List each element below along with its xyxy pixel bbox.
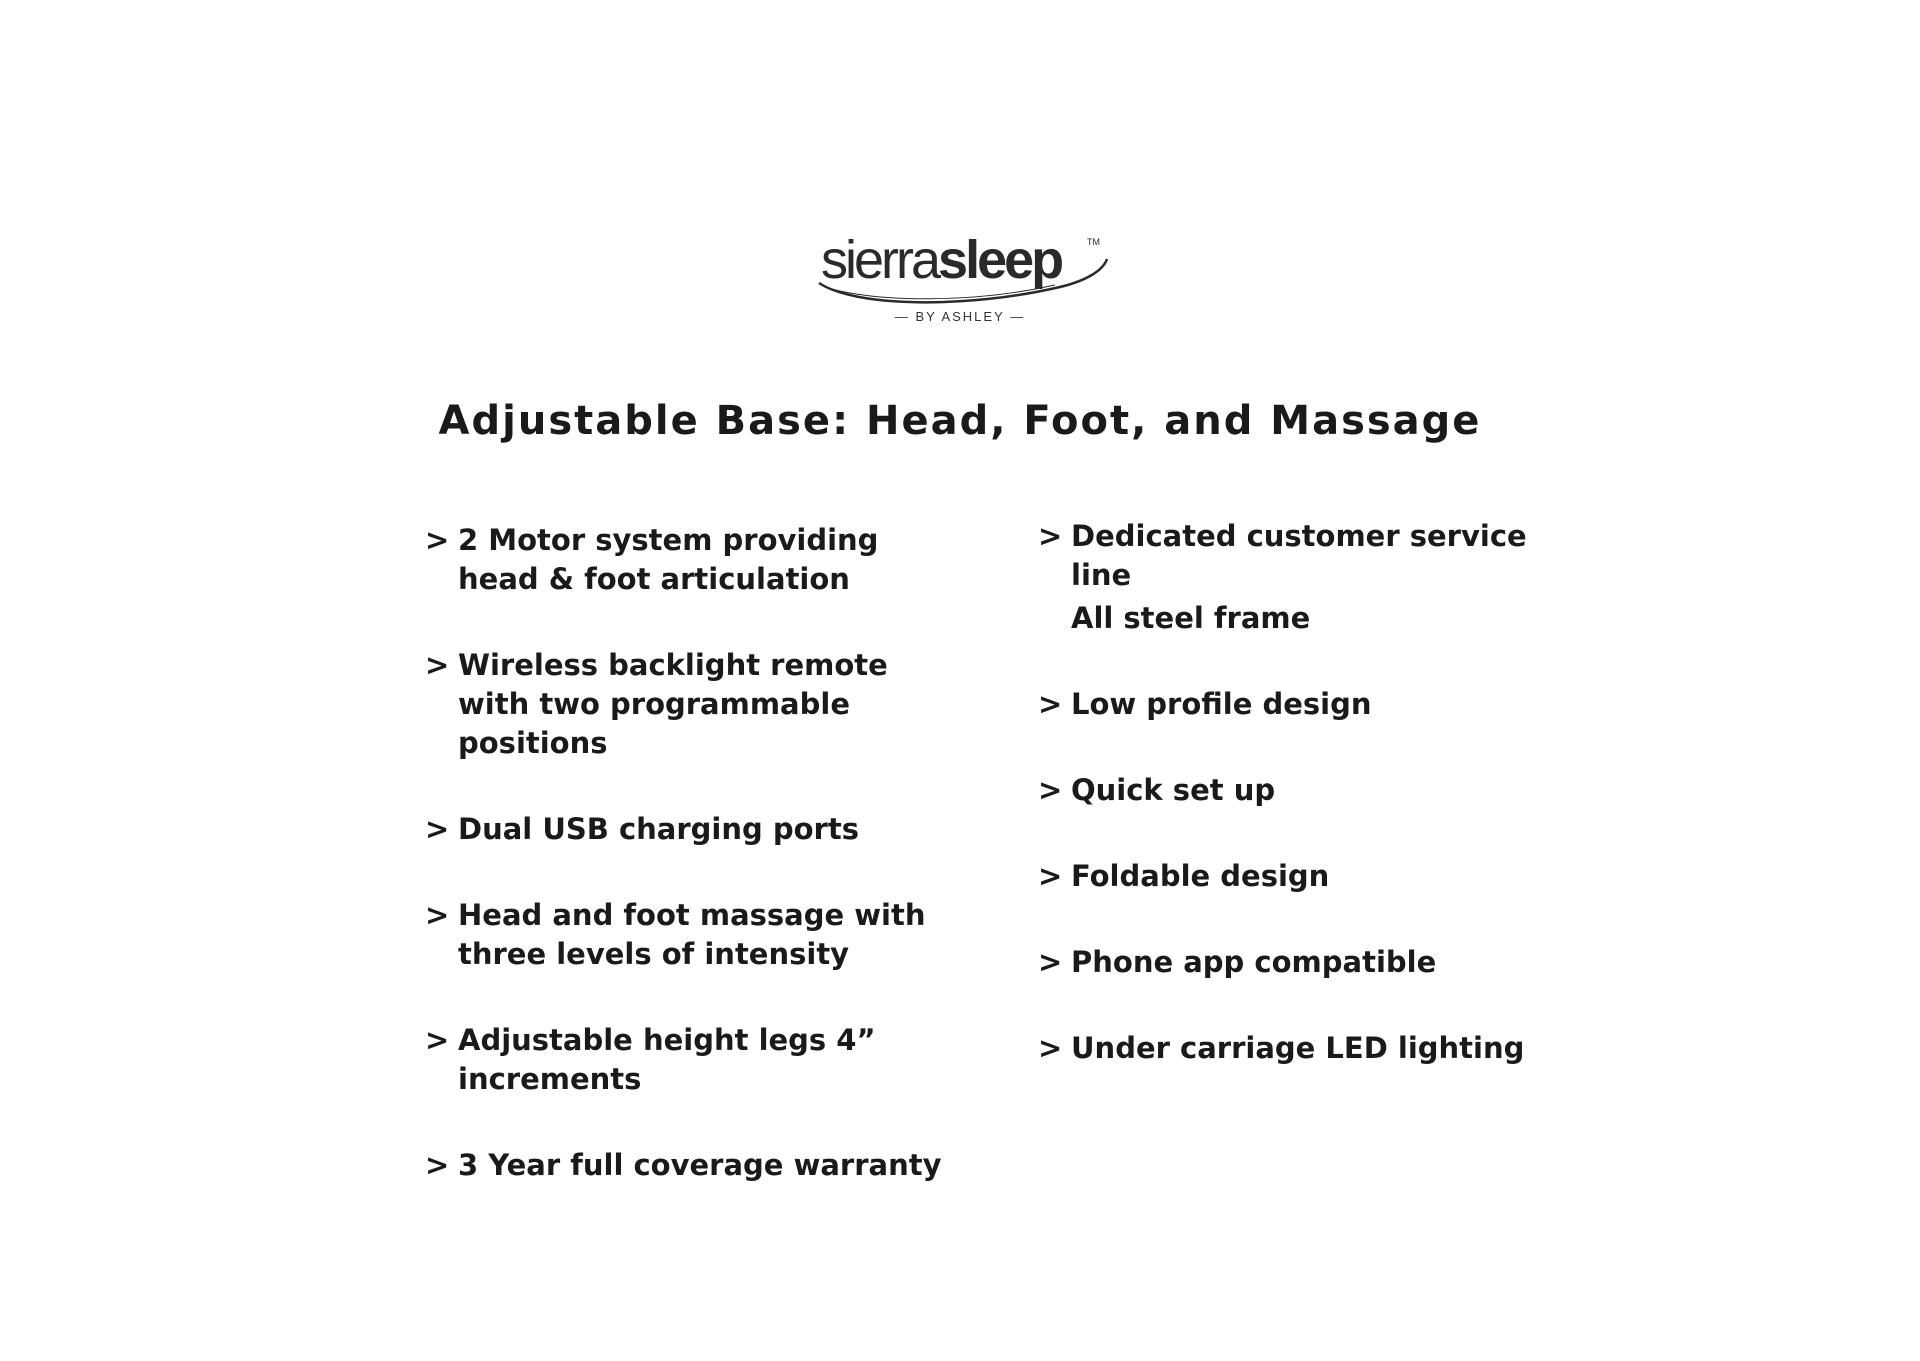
page-title: Adjustable Base: Head, Foot, and Massage [438,398,1482,444]
logo-word-light: sierra [821,230,939,290]
logo-trademark: TM [1087,237,1100,247]
feature-list-right [1038,517,1558,1068]
feature-text: Foldable design [1071,859,1330,893]
bullet-arrow: > [425,523,450,557]
list-item [1038,771,1558,810]
list-item [1038,857,1558,896]
list-item [1038,517,1558,595]
feature-text: Quick set up [1071,773,1276,807]
bullet-arrow: > [425,1148,450,1182]
bullet-arrow: > [425,648,450,682]
bullet-arrow: > [425,898,450,932]
brand-logo [815,225,1115,335]
list-item [425,646,945,763]
list-item [425,810,945,849]
list-item [1038,1029,1558,1068]
list-item [425,1146,945,1185]
feature-text: Low profile design [1071,687,1372,721]
feature-extra-line: All steel frame [1071,601,1311,635]
feature-text: Under carriage LED lighting [1071,1031,1525,1065]
logo-word-bold: sleep [938,230,1062,290]
feature-text: Adjustable height legs 4” increments [458,1023,876,1096]
bullet-arrow: > [1038,519,1063,553]
bullet-arrow: > [1038,687,1063,721]
feature-text: Head and foot massage with three levels of intensity [458,898,926,971]
list-item [1038,943,1558,982]
feature-text: 2 Motor system providing head & foot articulation [458,523,879,596]
feature-text: Wireless backlight remote with two programmable positions [458,648,888,760]
feature-list-left [425,521,945,1185]
logo-wordmark [821,225,1061,295]
bullet-arrow: > [1038,773,1063,807]
list-item [425,521,945,599]
bullet-arrow: > [1038,859,1063,893]
list-item [1038,685,1558,724]
bullet-arrow: > [1038,945,1063,979]
feature-text: 3 Year full coverage warranty [458,1148,942,1182]
logo-subtitle: — BY ASHLEY — [894,309,1026,324]
bullet-arrow: > [1038,1031,1063,1065]
feature-text: Dedicated customer service line [1071,519,1527,592]
bullet-arrow: > [425,812,450,846]
list-item [425,896,945,974]
feature-text: Phone app compatible [1071,945,1437,979]
bullet-arrow: > [425,1023,450,1057]
feature-text: Dual USB charging ports [458,812,859,846]
list-item [425,1021,945,1099]
